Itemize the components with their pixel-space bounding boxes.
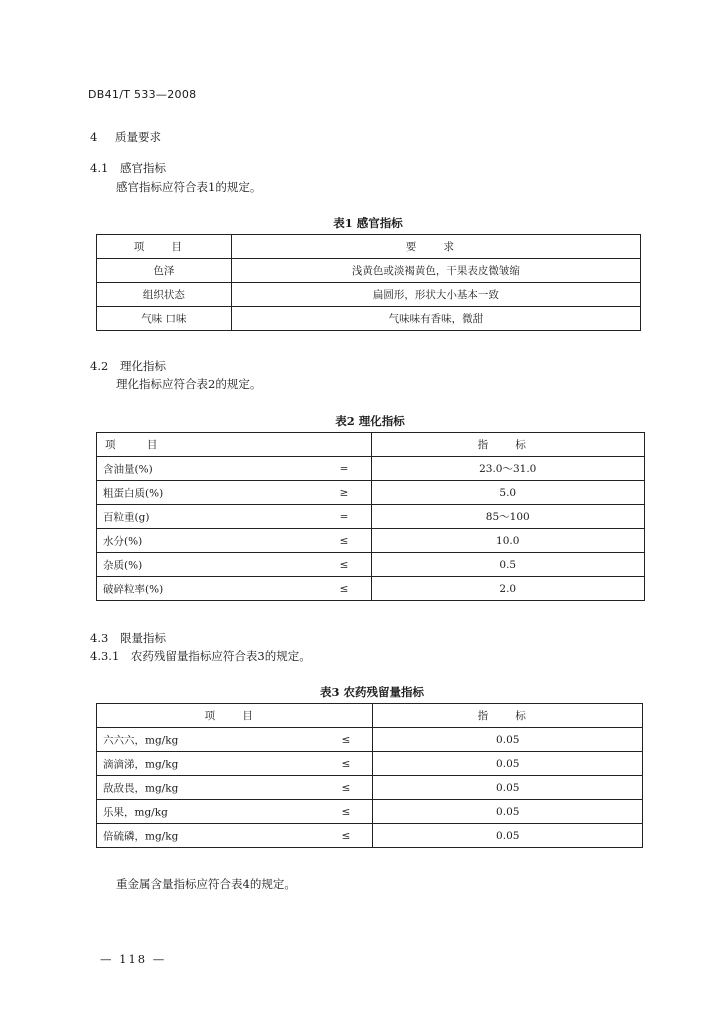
- cell-requirement: 浅黄色或淡褐黄色，干果表皮微皱缩: [231, 259, 640, 283]
- standard-code: DB41/T 533—2008: [88, 88, 197, 101]
- section-4-heading: [90, 129, 161, 145]
- column-header: 指 标: [373, 704, 643, 728]
- table-3: [96, 703, 643, 848]
- table-3-caption: 表3 农药残留量指标: [319, 685, 425, 699]
- table-row: [97, 800, 643, 824]
- section-title: 感官指标: [119, 161, 166, 175]
- table-row: [97, 457, 645, 481]
- table-row: [97, 553, 645, 577]
- cell-item: [97, 800, 373, 824]
- section-4-2-text: 理化指标应符合表2的规定。: [116, 377, 262, 391]
- cell-item: [97, 577, 372, 601]
- table-2-caption: 表2 理化指标: [335, 414, 405, 428]
- operator-symbol: ≤: [341, 781, 351, 794]
- operator-symbol: ≤: [341, 829, 351, 842]
- cell-value: 0.05: [373, 728, 643, 752]
- column-header: 要 求: [231, 235, 640, 259]
- cell-requirement: 气味味有香味，微甜: [231, 307, 640, 331]
- cell-item: [97, 553, 372, 577]
- item-label: 含油量(%): [103, 463, 153, 475]
- section-number: 4: [90, 130, 98, 144]
- item-label: 敌敌畏，mg/kg: [103, 782, 179, 794]
- section-4-3-heading: [90, 630, 166, 646]
- closing-paragraph: 重金属含量指标应符合表4的规定。: [116, 877, 296, 891]
- cell-value: 0.05: [373, 776, 643, 800]
- table-row: [97, 529, 645, 553]
- column-header: 指 标: [371, 433, 645, 457]
- cell-item: 色泽: [97, 259, 232, 283]
- operator-symbol: ≤: [339, 582, 349, 595]
- cell-value: 5.0: [371, 481, 645, 505]
- section-number: 4.3: [90, 631, 109, 645]
- operator-symbol: ≤: [341, 757, 351, 770]
- cell-item: [97, 457, 372, 481]
- cell-item: 气味 口味: [97, 307, 232, 331]
- cell-item: [97, 728, 373, 752]
- column-header: 项 目: [97, 433, 372, 457]
- item-label: 粗蛋白质(%): [103, 487, 164, 499]
- table-row: [97, 259, 641, 283]
- section-4-1-text: 感官指标应符合表1的规定。: [116, 180, 262, 194]
- cell-value: 2.0: [371, 577, 645, 601]
- operator-symbol: ≤: [339, 534, 349, 547]
- section-4-3-1-heading: [90, 648, 311, 664]
- item-label: 滴滴涕，mg/kg: [103, 758, 179, 770]
- section-4-1-heading: [90, 160, 166, 176]
- cell-requirement: 扁圆形，形状大小基本一致: [231, 283, 640, 307]
- table-row: [97, 577, 645, 601]
- cell-item: [97, 776, 373, 800]
- operator-symbol: ≤: [341, 805, 351, 818]
- section-number: 4.1: [90, 161, 109, 175]
- section-title: 质量要求: [114, 130, 161, 144]
- table-row: [97, 505, 645, 529]
- section-number: 4.2: [90, 359, 109, 373]
- cell-item: 组织状态: [97, 283, 232, 307]
- cell-item: [97, 529, 372, 553]
- table-row: [97, 728, 643, 752]
- page-number: — 118 —: [100, 952, 167, 966]
- section-text: 农药残留量指标应符合表3的规定。: [130, 649, 311, 663]
- cell-value: 10.0: [371, 529, 645, 553]
- section-number: 4.3.1: [90, 649, 120, 663]
- column-header: 项 目: [97, 235, 232, 259]
- table-row: [97, 307, 641, 331]
- cell-value: 0.05: [373, 824, 643, 848]
- cell-value: 0.05: [373, 752, 643, 776]
- table-row: [97, 283, 641, 307]
- cell-value: 0.5: [371, 553, 645, 577]
- item-label: 水分(%): [103, 535, 143, 547]
- section-title: 理化指标: [119, 359, 166, 373]
- table-header-row: [97, 433, 645, 457]
- operator-symbol: ≤: [341, 733, 351, 746]
- operator-symbol: ≥: [339, 486, 349, 499]
- cell-item: [97, 505, 372, 529]
- table-row: [97, 776, 643, 800]
- table-2: [96, 432, 645, 601]
- operator-symbol: ≤: [339, 558, 349, 571]
- table-header-row: [97, 704, 643, 728]
- table-row: [97, 752, 643, 776]
- table-row: [97, 481, 645, 505]
- item-label: 倍硫磷，mg/kg: [103, 830, 179, 842]
- cell-item: [97, 824, 373, 848]
- item-label: 乐果，mg/kg: [103, 806, 168, 818]
- cell-item: [97, 481, 372, 505]
- section-title: 限量指标: [119, 631, 166, 645]
- cell-value: 85～100: [371, 505, 645, 529]
- cell-value: 23.0～31.0: [371, 457, 645, 481]
- item-label: 百粒重(g): [103, 511, 150, 523]
- table-row: [97, 824, 643, 848]
- item-label: 六六六，mg/kg: [103, 734, 179, 746]
- item-label: 杂质(%): [103, 559, 143, 571]
- table-1-caption: 表1 感官指标: [333, 216, 403, 230]
- cell-item: [97, 752, 373, 776]
- item-label: 破碎粒率(%): [103, 583, 164, 595]
- operator-symbol: =: [339, 462, 349, 475]
- table-1: [96, 234, 641, 331]
- column-header: 项 目: [97, 704, 373, 728]
- table-header-row: [97, 235, 641, 259]
- operator-symbol: =: [339, 510, 349, 523]
- section-4-2-heading: [90, 358, 166, 374]
- cell-value: 0.05: [373, 800, 643, 824]
